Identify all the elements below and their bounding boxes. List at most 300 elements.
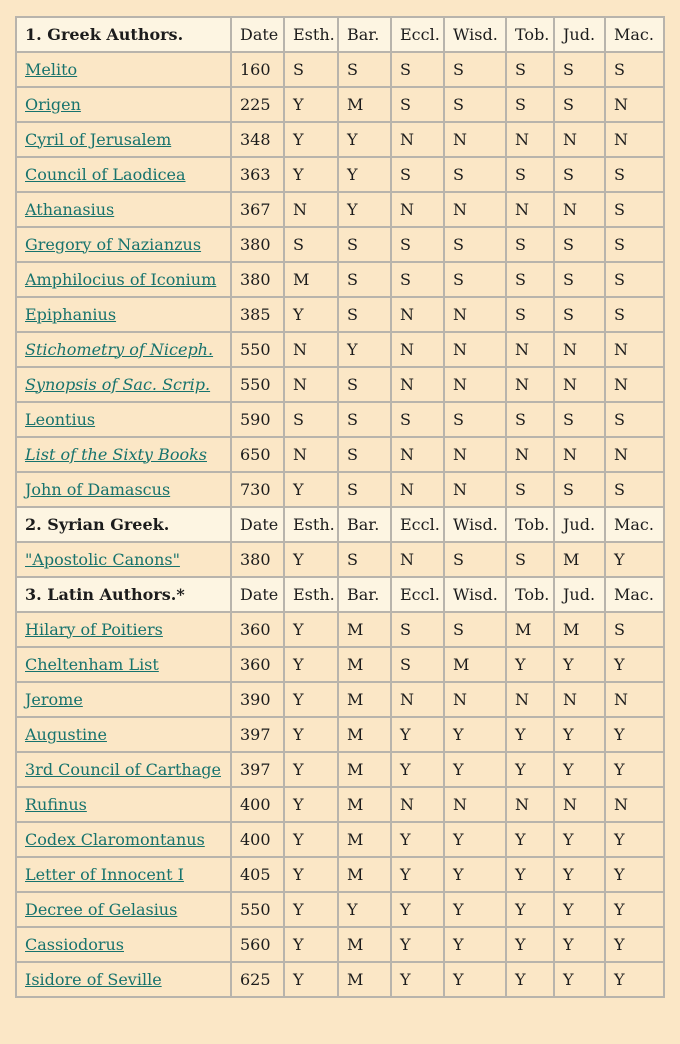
value-cell: Y <box>284 787 338 822</box>
value-cell: M <box>338 87 391 122</box>
column-header: Eccl. <box>391 577 444 612</box>
author-cell <box>16 227 231 262</box>
author-link[interactable]: Stichometry of Niceph. <box>25 339 214 359</box>
value-cell: N <box>444 682 506 717</box>
value-cell: Y <box>605 542 664 577</box>
value-cell: S <box>338 262 391 297</box>
author-cell <box>16 647 231 682</box>
author-cell <box>16 332 231 367</box>
value-cell: Y <box>338 192 391 227</box>
value-cell: S <box>338 227 391 262</box>
value-cell: Y <box>391 927 444 962</box>
value-cell: Y <box>605 927 664 962</box>
author-link[interactable]: Hilary of Poitiers <box>25 619 163 639</box>
value-cell: Y <box>284 87 338 122</box>
value-cell: S <box>391 262 444 297</box>
author-cell <box>16 542 231 577</box>
value-cell: S <box>391 87 444 122</box>
date-cell: 380 <box>231 227 284 262</box>
table-row <box>16 332 664 367</box>
author-cell <box>16 892 231 927</box>
value-cell: S <box>391 402 444 437</box>
value-cell: Y <box>284 962 338 997</box>
value-cell: Y <box>444 927 506 962</box>
column-header: Eccl. <box>391 507 444 542</box>
value-cell: N <box>506 787 554 822</box>
date-cell: 363 <box>231 157 284 192</box>
value-cell: S <box>506 262 554 297</box>
value-cell: Y <box>284 682 338 717</box>
value-cell: Y <box>444 857 506 892</box>
value-cell: N <box>605 87 664 122</box>
canon-comparison-table <box>15 16 665 998</box>
value-cell: N <box>391 472 444 507</box>
value-cell: S <box>444 52 506 87</box>
author-link[interactable]: 3rd Council of Carthage <box>25 759 221 779</box>
author-link[interactable]: Isidore of Seville <box>25 969 162 989</box>
value-cell: S <box>506 227 554 262</box>
author-link[interactable]: Codex Claromontanus <box>25 829 205 849</box>
date-cell: 225 <box>231 87 284 122</box>
table-row <box>16 892 664 927</box>
value-cell: N <box>444 122 506 157</box>
date-cell: 400 <box>231 822 284 857</box>
value-cell: S <box>338 367 391 402</box>
value-cell: Y <box>554 752 605 787</box>
value-cell: M <box>338 927 391 962</box>
value-cell: Y <box>605 647 664 682</box>
column-header: Mac. <box>605 507 664 542</box>
value-cell: S <box>506 297 554 332</box>
value-cell: N <box>605 122 664 157</box>
value-cell: N <box>444 787 506 822</box>
value-cell: Y <box>284 297 338 332</box>
value-cell: Y <box>506 857 554 892</box>
value-cell: N <box>444 472 506 507</box>
author-cell <box>16 787 231 822</box>
date-cell: 405 <box>231 857 284 892</box>
value-cell: Y <box>338 122 391 157</box>
author-cell <box>16 437 231 472</box>
column-header: Jud. <box>554 507 605 542</box>
value-cell: Y <box>284 717 338 752</box>
column-header: Bar. <box>338 507 391 542</box>
value-cell: N <box>605 367 664 402</box>
value-cell: M <box>338 787 391 822</box>
value-cell: S <box>391 612 444 647</box>
value-cell: N <box>506 122 554 157</box>
value-cell: Y <box>554 647 605 682</box>
value-cell: N <box>605 682 664 717</box>
author-cell <box>16 157 231 192</box>
value-cell: S <box>444 262 506 297</box>
table-row <box>16 927 664 962</box>
value-cell: Y <box>284 612 338 647</box>
table-row <box>16 157 664 192</box>
value-cell: Y <box>506 962 554 997</box>
author-cell <box>16 717 231 752</box>
value-cell: S <box>444 542 506 577</box>
value-cell: N <box>391 192 444 227</box>
author-link[interactable]: Cyril of Jerusalem <box>25 129 172 149</box>
value-cell: S <box>554 472 605 507</box>
date-cell: 730 <box>231 472 284 507</box>
date-cell: 348 <box>231 122 284 157</box>
author-link[interactable]: Rufinus <box>25 794 87 814</box>
author-link[interactable]: Council of Laodicea <box>25 164 186 184</box>
value-cell: Y <box>338 892 391 927</box>
value-cell: M <box>506 612 554 647</box>
author-link[interactable]: Leontius <box>25 409 96 429</box>
value-cell: Y <box>444 752 506 787</box>
author-cell <box>16 262 231 297</box>
value-cell: Y <box>391 962 444 997</box>
table-row <box>16 612 664 647</box>
author-link[interactable]: "Apostolic Canons" <box>25 549 180 569</box>
value-cell: Y <box>506 752 554 787</box>
value-cell: Y <box>554 857 605 892</box>
value-cell: S <box>554 297 605 332</box>
author-cell <box>16 472 231 507</box>
date-cell: 560 <box>231 927 284 962</box>
value-cell: Y <box>605 857 664 892</box>
value-cell: N <box>605 437 664 472</box>
value-cell: N <box>506 332 554 367</box>
value-cell: Y <box>338 332 391 367</box>
date-cell: 367 <box>231 192 284 227</box>
author-link[interactable]: Augustine <box>25 724 107 744</box>
value-cell: S <box>391 52 444 87</box>
author-link[interactable]: Synopsis of Sac. Scrip. <box>25 374 211 394</box>
value-cell: Y <box>284 122 338 157</box>
value-cell: Y <box>284 157 338 192</box>
value-cell: Y <box>391 892 444 927</box>
author-cell <box>16 612 231 647</box>
date-cell: 360 <box>231 612 284 647</box>
section-header-row <box>16 17 664 52</box>
date-cell: 550 <box>231 367 284 402</box>
value-cell: N <box>391 682 444 717</box>
value-cell: M <box>444 647 506 682</box>
column-header: Mac. <box>605 17 664 52</box>
table-row <box>16 752 664 787</box>
value-cell: Y <box>284 752 338 787</box>
value-cell: N <box>444 192 506 227</box>
value-cell: M <box>338 647 391 682</box>
value-cell: M <box>554 612 605 647</box>
table-row <box>16 787 664 822</box>
value-cell: Y <box>605 822 664 857</box>
table-row <box>16 227 664 262</box>
value-cell: Y <box>444 717 506 752</box>
value-cell: M <box>554 542 605 577</box>
value-cell: S <box>605 262 664 297</box>
value-cell: S <box>605 192 664 227</box>
author-cell <box>16 822 231 857</box>
value-cell: S <box>506 87 554 122</box>
value-cell: S <box>554 402 605 437</box>
column-header: Wisd. <box>444 17 506 52</box>
value-cell: N <box>284 367 338 402</box>
value-cell: M <box>284 262 338 297</box>
value-cell: N <box>284 437 338 472</box>
value-cell: S <box>506 157 554 192</box>
value-cell: M <box>338 717 391 752</box>
value-cell: S <box>444 402 506 437</box>
value-cell: M <box>338 752 391 787</box>
value-cell: N <box>391 367 444 402</box>
value-cell: S <box>605 227 664 262</box>
value-cell: M <box>338 857 391 892</box>
table-row <box>16 647 664 682</box>
author-link[interactable]: Epiphanius <box>25 304 117 324</box>
value-cell: Y <box>506 647 554 682</box>
author-cell <box>16 297 231 332</box>
canon-table-body <box>16 17 664 997</box>
table-row <box>16 962 664 997</box>
value-cell: S <box>605 52 664 87</box>
value-cell: N <box>391 437 444 472</box>
value-cell: Y <box>284 927 338 962</box>
table-row <box>16 367 664 402</box>
value-cell: S <box>444 227 506 262</box>
column-header: Date <box>231 17 284 52</box>
value-cell: S <box>338 437 391 472</box>
table-row <box>16 192 664 227</box>
value-cell: N <box>284 192 338 227</box>
value-cell: Y <box>605 892 664 927</box>
table-row <box>16 262 664 297</box>
value-cell: Y <box>391 752 444 787</box>
section-title: 3. Latin Authors.* <box>16 577 231 612</box>
value-cell: S <box>605 612 664 647</box>
value-cell: Y <box>506 717 554 752</box>
column-header: Date <box>231 577 284 612</box>
value-cell: Y <box>554 892 605 927</box>
table-row <box>16 857 664 892</box>
author-link[interactable]: Decree of Gelasius <box>25 899 178 919</box>
value-cell: Y <box>391 822 444 857</box>
value-cell: Y <box>444 822 506 857</box>
value-cell: S <box>444 87 506 122</box>
value-cell: Y <box>605 752 664 787</box>
value-cell: N <box>284 332 338 367</box>
value-cell: S <box>338 52 391 87</box>
value-cell: N <box>554 367 605 402</box>
value-cell: M <box>338 962 391 997</box>
date-cell: 625 <box>231 962 284 997</box>
value-cell: S <box>554 227 605 262</box>
column-header: Jud. <box>554 17 605 52</box>
value-cell: S <box>391 647 444 682</box>
section-title: 1. Greek Authors. <box>16 17 231 52</box>
date-cell: 385 <box>231 297 284 332</box>
author-cell <box>16 752 231 787</box>
author-link[interactable]: List of the Sixty Books <box>25 444 207 464</box>
value-cell: Y <box>554 717 605 752</box>
date-cell: 397 <box>231 717 284 752</box>
date-cell: 360 <box>231 647 284 682</box>
value-cell: N <box>391 122 444 157</box>
column-header: Wisd. <box>444 577 506 612</box>
column-header: Esth. <box>284 577 338 612</box>
author-link[interactable]: Cheltenham List <box>25 654 159 674</box>
author-link[interactable]: Athanasius <box>25 199 115 219</box>
table-row <box>16 437 664 472</box>
value-cell: S <box>554 262 605 297</box>
value-cell: N <box>605 787 664 822</box>
date-cell: 650 <box>231 437 284 472</box>
author-cell <box>16 402 231 437</box>
value-cell: N <box>506 367 554 402</box>
value-cell: Y <box>444 892 506 927</box>
value-cell: N <box>391 297 444 332</box>
value-cell: S <box>391 157 444 192</box>
value-cell: N <box>391 332 444 367</box>
value-cell: S <box>506 542 554 577</box>
value-cell: Y <box>391 857 444 892</box>
table-row <box>16 682 664 717</box>
author-cell <box>16 122 231 157</box>
value-cell: Y <box>554 962 605 997</box>
value-cell: S <box>554 87 605 122</box>
value-cell: S <box>338 402 391 437</box>
author-cell <box>16 367 231 402</box>
author-cell <box>16 192 231 227</box>
author-link[interactable]: Origen <box>25 94 81 114</box>
value-cell: Y <box>554 927 605 962</box>
table-row <box>16 472 664 507</box>
date-cell: 380 <box>231 542 284 577</box>
value-cell: S <box>605 157 664 192</box>
author-cell <box>16 52 231 87</box>
value-cell: S <box>338 472 391 507</box>
value-cell: S <box>554 157 605 192</box>
section-title: 2. Syrian Greek. <box>16 507 231 542</box>
column-header: Jud. <box>554 577 605 612</box>
table-row <box>16 297 664 332</box>
table-row <box>16 52 664 87</box>
value-cell: S <box>391 227 444 262</box>
value-cell: Y <box>284 892 338 927</box>
column-header: Bar. <box>338 577 391 612</box>
column-header: Tob. <box>506 577 554 612</box>
value-cell: Y <box>284 822 338 857</box>
column-header: Bar. <box>338 17 391 52</box>
column-header: Esth. <box>284 507 338 542</box>
column-header: Tob. <box>506 507 554 542</box>
author-cell <box>16 682 231 717</box>
date-cell: 590 <box>231 402 284 437</box>
value-cell: Y <box>391 717 444 752</box>
value-cell: S <box>338 542 391 577</box>
value-cell: N <box>391 542 444 577</box>
value-cell: N <box>605 332 664 367</box>
table-row <box>16 717 664 752</box>
column-header: Wisd. <box>444 507 506 542</box>
value-cell: N <box>554 437 605 472</box>
value-cell: Y <box>605 962 664 997</box>
author-cell <box>16 927 231 962</box>
value-cell: S <box>338 297 391 332</box>
value-cell: Y <box>506 927 554 962</box>
author-link[interactable]: John of Damascus <box>25 479 171 499</box>
date-cell: 550 <box>231 892 284 927</box>
author-link[interactable]: Jerome <box>25 689 83 709</box>
value-cell: S <box>444 157 506 192</box>
value-cell: N <box>506 192 554 227</box>
table-row <box>16 402 664 437</box>
table-row <box>16 122 664 157</box>
date-cell: 400 <box>231 787 284 822</box>
value-cell: Y <box>284 542 338 577</box>
value-cell: S <box>284 402 338 437</box>
value-cell: S <box>506 52 554 87</box>
value-cell: Y <box>506 892 554 927</box>
column-header: Tob. <box>506 17 554 52</box>
author-link[interactable]: Melito <box>25 59 78 79</box>
section-header-row <box>16 577 664 612</box>
author-link[interactable]: Letter of Innocent I <box>25 864 184 884</box>
author-link[interactable]: Amphilocius of Iconium <box>25 269 217 289</box>
value-cell: S <box>605 472 664 507</box>
value-cell: Y <box>284 857 338 892</box>
value-cell: M <box>338 822 391 857</box>
section-header-row <box>16 507 664 542</box>
value-cell: N <box>444 332 506 367</box>
value-cell: M <box>338 612 391 647</box>
author-cell <box>16 962 231 997</box>
author-link[interactable]: Cassiodorus <box>25 934 124 954</box>
value-cell: Y <box>284 647 338 682</box>
value-cell: N <box>444 367 506 402</box>
author-cell <box>16 857 231 892</box>
author-cell <box>16 87 231 122</box>
value-cell: S <box>444 612 506 647</box>
value-cell: Y <box>605 717 664 752</box>
value-cell: S <box>284 227 338 262</box>
table-row <box>16 822 664 857</box>
value-cell: N <box>554 192 605 227</box>
author-link[interactable]: Gregory of Nazianzus <box>25 234 202 254</box>
date-cell: 390 <box>231 682 284 717</box>
value-cell: S <box>605 297 664 332</box>
value-cell: Y <box>338 157 391 192</box>
value-cell: Y <box>506 822 554 857</box>
value-cell: N <box>554 332 605 367</box>
table-row <box>16 542 664 577</box>
date-cell: 550 <box>231 332 284 367</box>
column-header: Esth. <box>284 17 338 52</box>
value-cell: N <box>506 682 554 717</box>
date-cell: 160 <box>231 52 284 87</box>
value-cell: S <box>605 402 664 437</box>
date-cell: 397 <box>231 752 284 787</box>
value-cell: S <box>506 472 554 507</box>
value-cell: Y <box>284 472 338 507</box>
table-row <box>16 87 664 122</box>
value-cell: S <box>554 52 605 87</box>
value-cell: N <box>444 297 506 332</box>
value-cell: S <box>506 402 554 437</box>
value-cell: Y <box>554 822 605 857</box>
column-header: Mac. <box>605 577 664 612</box>
column-header: Date <box>231 507 284 542</box>
date-cell: 380 <box>231 262 284 297</box>
value-cell: N <box>506 437 554 472</box>
value-cell: N <box>554 122 605 157</box>
value-cell: Y <box>444 962 506 997</box>
